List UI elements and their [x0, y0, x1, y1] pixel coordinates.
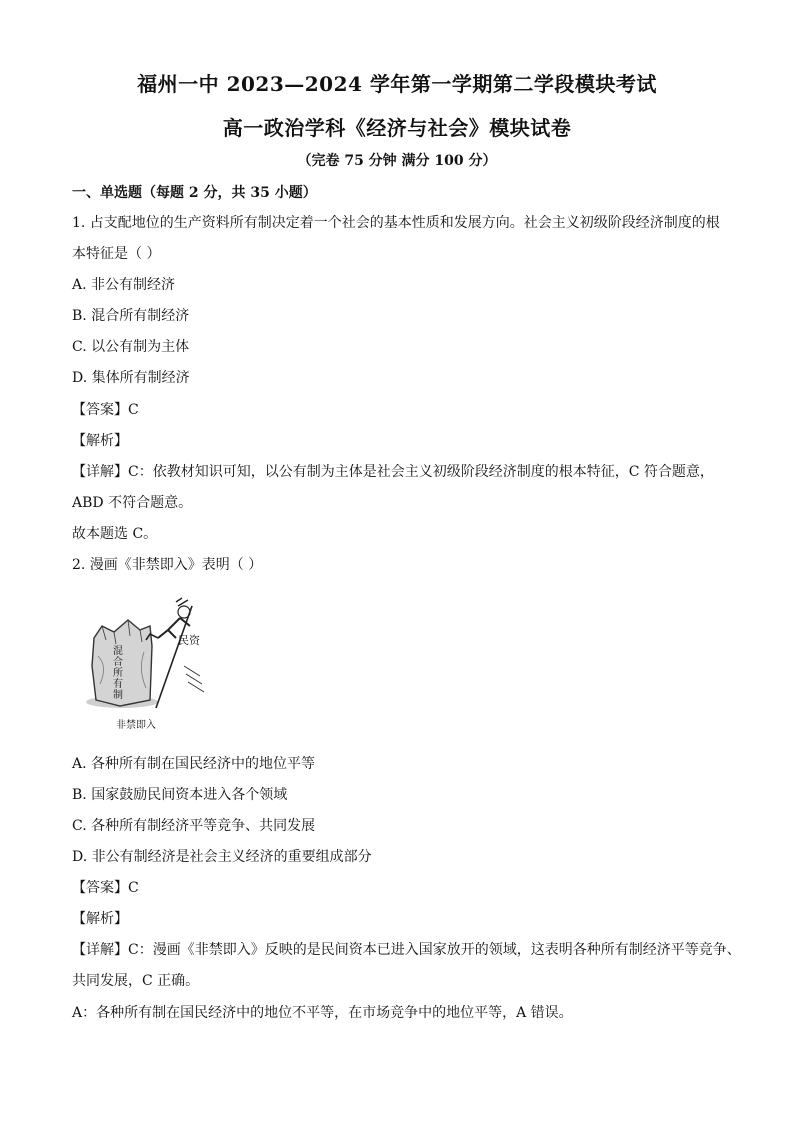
q2-option-b: B. 国家鼓励民间资本进入各个领域: [72, 787, 288, 803]
q2-detail-line1: 【详解】C：漫画《非禁即入》反映的是民间资本已进入国家放开的领域，这表明各种所有制经济平等竞争、: [72, 942, 741, 958]
cartoon-illustration: [80, 596, 220, 736]
q2-analysis-label: 【解析】: [72, 911, 128, 927]
person-label: 民资: [178, 635, 200, 647]
q2-answer: 【答案】C: [72, 880, 139, 896]
motion-lines: [184, 666, 204, 692]
q2-stem: 2. 漫画《非禁即入》表明（ ）: [72, 557, 263, 573]
q2-option-d: D. 非公有制经济是社会主义经济的重要组成部分: [72, 849, 372, 865]
paper-title: 高一政治学科《经济与社会》模块试卷: [222, 116, 572, 140]
staff: [156, 606, 192, 708]
q2-detail-line3: A：各种所有制在国民经济中的地位不平等，在市场竞争中的地位平等，A 错误。: [72, 1005, 573, 1021]
q2-detail-line2: 共同发展，C 正确。: [72, 973, 200, 989]
q1-detail-line1: 【详解】C：依教材知识可知，以公有制为主体是社会主义初级阶段经济制度的根本特征，C 符合题意，: [72, 464, 714, 480]
q2-option-c: C. 各种所有制经济平等竞争、共同发展: [72, 818, 316, 834]
q1-option-a: A. 非公有制经济: [72, 277, 176, 293]
q1-stem-line1: 1. 占支配地位的生产资料所有制决定着一个社会的基本性质和发展方向。社会主义初级阶段经济制度的根: [72, 215, 720, 231]
q1-conclusion: 故本题选 C。: [72, 526, 158, 542]
q1-option-d: D. 集体所有制经济: [72, 370, 190, 386]
q1-stem-line2: 本特征是（ ）: [72, 246, 161, 262]
q1-option-c: C. 以公有制为主体: [72, 339, 190, 355]
exam-subtitle: （完卷 75 分钟 满分 100 分）: [297, 153, 497, 169]
exam-title: 福州一中 2023—2024 学年第一学期第二学段模块考试: [137, 72, 657, 96]
q1-detail-line2: ABD 不符合题意。: [72, 495, 193, 511]
q1-analysis-label: 【解析】: [72, 433, 128, 449]
q2-option-a: A. 各种所有制在国民经济中的地位平等: [72, 756, 316, 772]
section-heading: 一、单选题（每题 2 分，共 35 小题）: [72, 185, 317, 201]
q1-option-b: B. 混合所有制经济: [72, 308, 190, 324]
q1-answer: 【答案】C: [72, 402, 139, 418]
box-label: 混合所有制: [113, 646, 123, 701]
cartoon-caption: 非禁即入: [116, 720, 156, 731]
